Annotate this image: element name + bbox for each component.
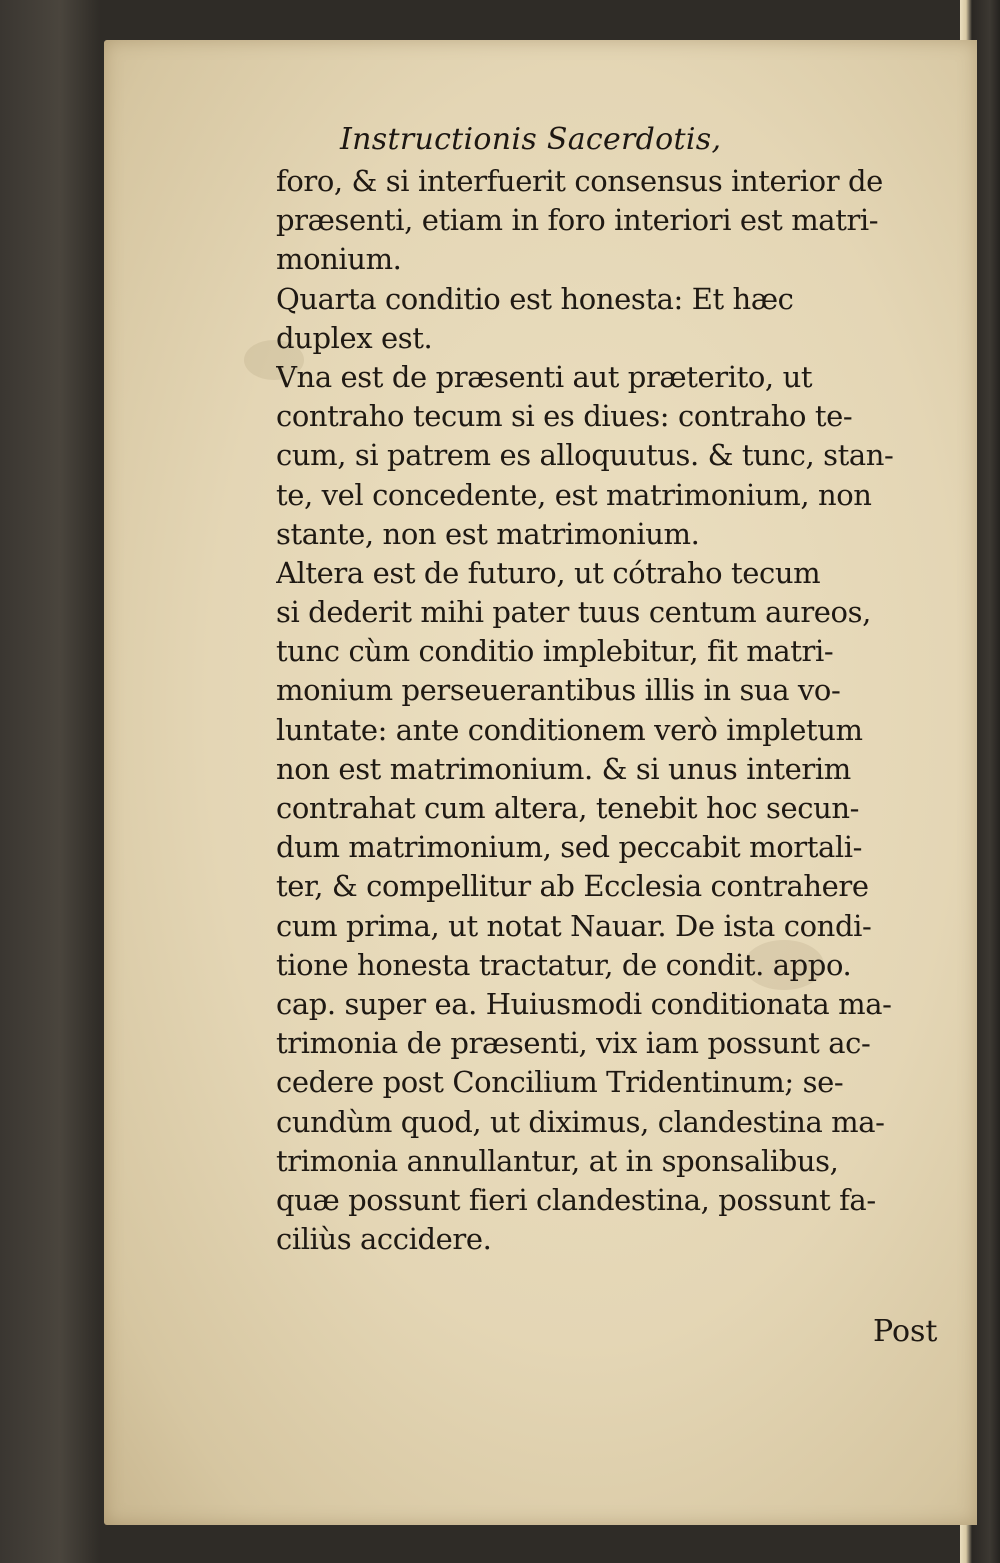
text-line: contraho tecum si es diues: contraho te- [276, 399, 853, 434]
text-line: non est matrimonium. & si unus interim [276, 751, 851, 786]
text-line: si dederit mihi pater tuus centum aureos, [276, 595, 871, 630]
text-line: ter, & compellitur ab Ecclesia contrahere [276, 869, 869, 904]
text-line: cum, si patrem es alloquutus. & tunc, stan- [276, 438, 894, 473]
text-line: Altera est de futuro, ut cótraho tecum [276, 555, 821, 590]
text-line: præsenti, etiam in foro interiori est matri- [276, 203, 879, 238]
text-line: foro, & si interfuerit consensus interior de [276, 164, 883, 198]
text-line: Vna est de præsenti aut præterito, ut [276, 359, 813, 394]
running-head: Instructionis Sacerdotis, [340, 122, 722, 157]
text-line: cum prima, ut notat Nauar. De ista condi- [276, 908, 872, 943]
text-line: cedere post Concilium Tridentinum; se- [276, 1065, 844, 1100]
text-line: tunc cùm conditio implebitur, fit matri- [276, 634, 834, 669]
text-line: luntate: ante conditionem verò impletum [276, 712, 863, 747]
text-line: monium. [276, 242, 402, 277]
text-line: stante, non est matrimonium. [276, 516, 700, 551]
text-line: contrahat cum altera, tenebit hoc secun- [276, 791, 860, 825]
body-text [276, 162, 946, 1259]
text-line: ciliùs accidere. [276, 1222, 492, 1257]
text-line: monium perseuerantibus illis in sua vo- [276, 673, 841, 708]
text-line: trimonia annullantur, at in sponsalibus, [276, 1143, 839, 1178]
text-line: quæ possunt fieri clandestina, possunt fa- [276, 1182, 876, 1217]
text-line: trimonia de præsenti, vix iam possunt ac- [276, 1026, 871, 1061]
text-line: cundùm quod, ut diximus, clandestina ma- [276, 1104, 885, 1139]
text-line: Quarta conditio est honesta: Et hæc [276, 281, 794, 316]
text-line: dum matrimonium, sed peccabit mortali- [276, 830, 863, 865]
text-line: tione honesta tractatur, de condit. appo. [276, 947, 852, 982]
text-line: cap. super ea. Huiusmodi conditionata ma- [276, 986, 892, 1021]
text-line: te, vel concedente, est matrimonium, non [276, 477, 872, 512]
catchword: Post [873, 1314, 938, 1349]
text-line: duplex est. [276, 320, 433, 355]
